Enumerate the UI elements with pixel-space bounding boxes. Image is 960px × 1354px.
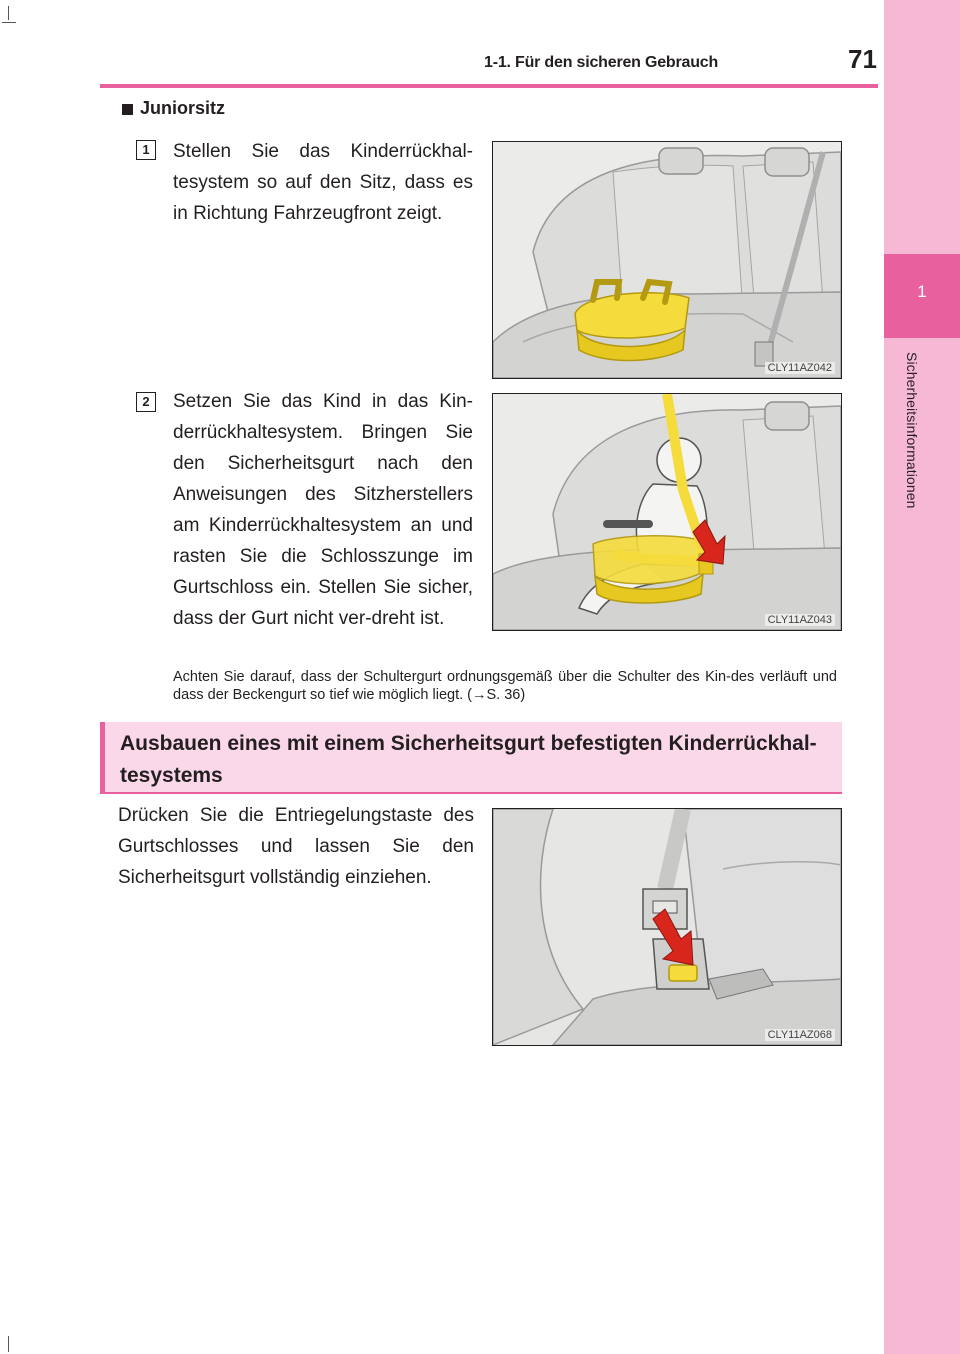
section-banner-title: Ausbauen eines mit einem Sicherheitsgurt befestigten Kinderrückhal-tesystems xyxy=(120,732,817,787)
side-strip xyxy=(884,0,960,1354)
figure-booster-on-seat xyxy=(492,141,842,379)
section-title: Juniorsitz xyxy=(140,98,226,118)
step-number-1: 1 xyxy=(136,140,156,160)
note-text: Achten Sie darauf, dass der Schultergurt ordnungsgemäß über die Schulter des Kin-des verläuft und dass der Beckengurt so tief wie möglich liegt. (→S. 36) xyxy=(173,669,837,703)
step-text-2: Setzen Sie das Kind in das Kin-derrückhaltesystem. Bringen Sie den Sicherheitsgurt nach den Anweisungen des Sitzherstellers am Kinderrückhaltesystem an und rasten Sie die Schlosszunge im Gurtschloss ein. Stellen Sie sicher, dass der Gurt nicht ver-dreht ist. xyxy=(173,391,473,629)
figure-code: CLY11AZ068 xyxy=(765,1029,835,1041)
crop-mark xyxy=(2,22,16,23)
figure-code: CLY11AZ042 xyxy=(765,362,835,374)
chapter-tab-label: Sicherheitsinformationen xyxy=(904,352,920,509)
figure-buckle-release xyxy=(492,808,842,1046)
chapter-title: 1-1. Für den sicheren Gebrauch xyxy=(484,54,719,71)
page-number: 71 xyxy=(848,44,877,74)
crop-mark xyxy=(8,1336,9,1352)
header-rule xyxy=(100,84,878,88)
crop-mark xyxy=(8,6,9,20)
section-bullet-icon xyxy=(122,104,133,115)
chapter-tab-number: 1 xyxy=(917,282,927,301)
section-banner-bar xyxy=(100,722,105,794)
removal-text: Drücken Sie die Entriegelungstaste des Gurtschlosses und lassen Sie den Sicherheitsgurt vollständig einziehen. xyxy=(118,805,474,888)
figure-code: CLY11AZ043 xyxy=(765,614,835,626)
step-text-1: Stellen Sie das Kinderrückhal-tesystem so auf den Sitz, dass es in Richtung Fahrzeugfront zeigt. xyxy=(173,141,473,224)
figure-child-in-booster xyxy=(492,393,842,631)
section-banner-rule xyxy=(100,792,842,794)
step-number-2: 2 xyxy=(136,392,156,412)
